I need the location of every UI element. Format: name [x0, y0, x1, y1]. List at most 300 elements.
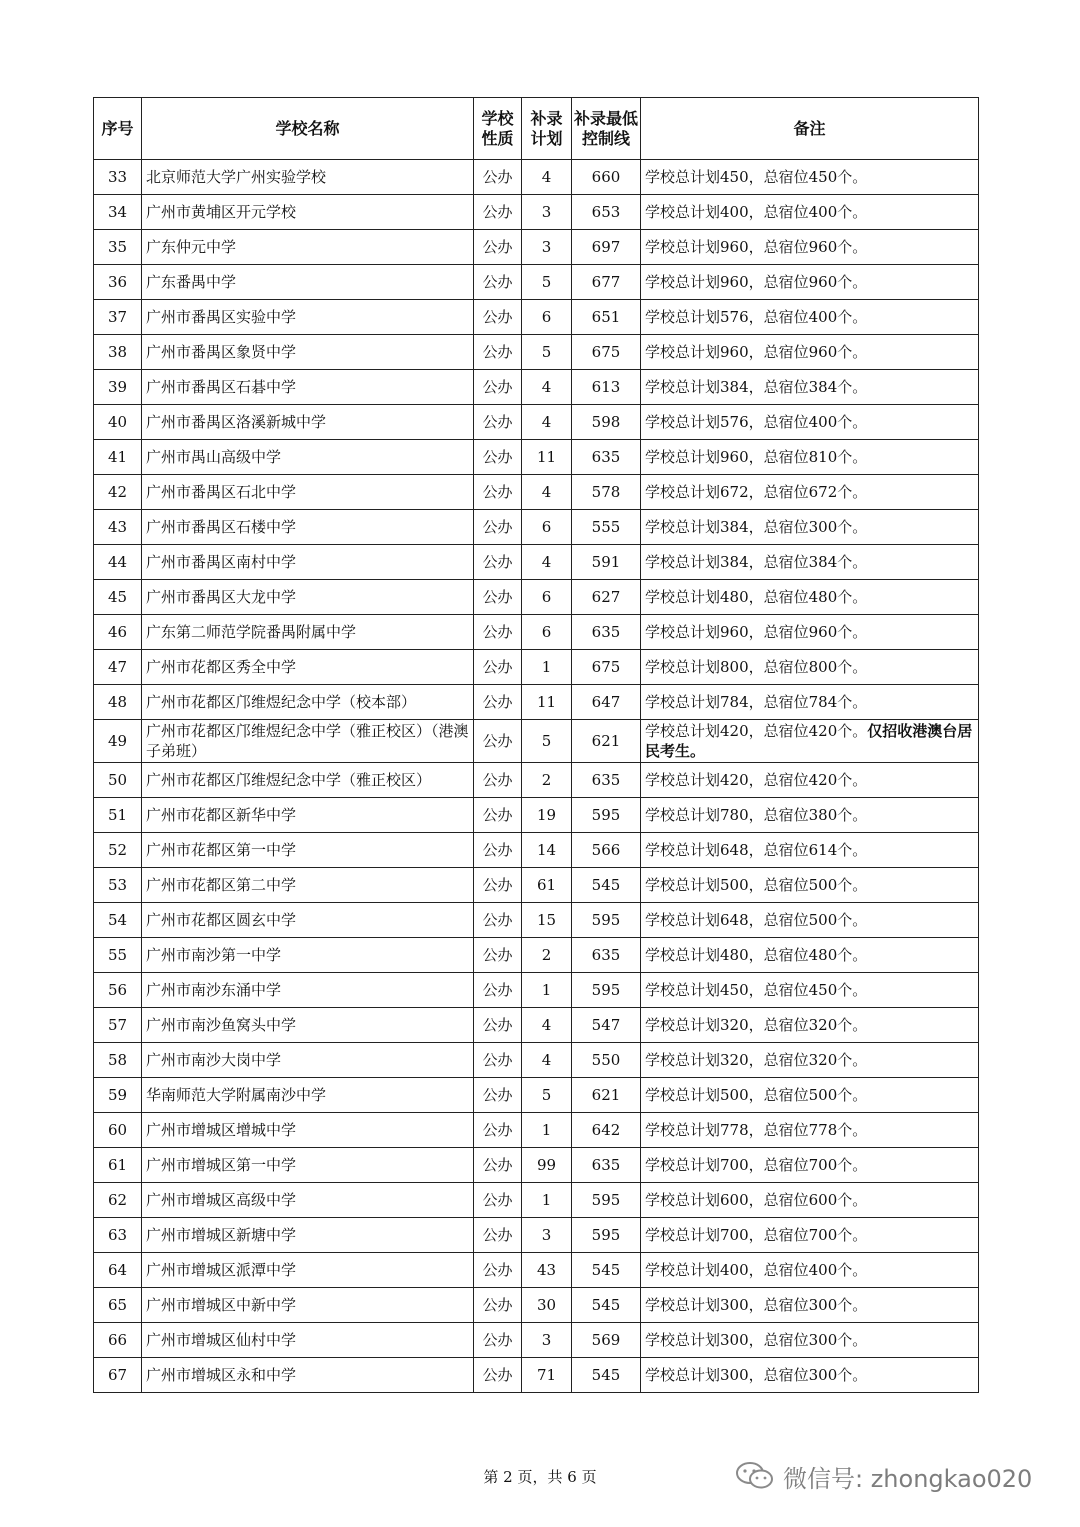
- header-school-name: 学校名称: [142, 98, 474, 160]
- remarks-cell: [641, 868, 979, 903]
- remarks-cell: [641, 1183, 979, 1218]
- school-type-cell-text: 公办: [482, 732, 513, 750]
- min-score-cell-text: 566: [591, 841, 621, 859]
- min-score-cell-text: 545: [591, 1366, 621, 1384]
- min-score-cell: [572, 1218, 641, 1253]
- remarks-cell: [641, 195, 979, 230]
- admission-table: [93, 97, 979, 1393]
- school-name-cell: [142, 440, 474, 475]
- plan-cell-text: 4: [541, 378, 552, 396]
- index-cell: [94, 510, 142, 545]
- index-cell: [94, 335, 142, 370]
- min-score-cell: [572, 685, 641, 720]
- min-score-cell: [572, 1113, 641, 1148]
- min-score-cell-text: 547: [591, 1016, 621, 1034]
- school-type-cell-text: 公办: [482, 413, 513, 431]
- min-score-cell-text: 642: [591, 1121, 621, 1139]
- remarks-cell-text: 学校总计划576，总宿位400个。: [645, 413, 868, 431]
- remarks-cell-text: 学校总计划960，总宿位960个。: [645, 343, 868, 361]
- plan-cell-text: 6: [541, 623, 552, 641]
- plan-cell: [522, 763, 572, 798]
- plan-cell-text: 5: [541, 1086, 552, 1104]
- remarks-cell: [641, 1323, 979, 1358]
- min-score-cell-text: 635: [591, 623, 621, 641]
- school-type-cell-text: 公办: [482, 623, 513, 641]
- remarks-cell-text: 学校总计划700，总宿位700个。: [645, 1226, 868, 1244]
- school-name-cell: [142, 615, 474, 650]
- min-score-cell-text: 635: [591, 946, 621, 964]
- plan-cell: [522, 1113, 572, 1148]
- school-name-cell-text: 华南师范大学附属南沙中学: [146, 1086, 327, 1104]
- table-row: [94, 1253, 979, 1288]
- min-score-cell-text: 595: [591, 1226, 621, 1244]
- min-score-cell: [572, 160, 641, 195]
- index-cell-text: 55: [107, 946, 128, 964]
- remarks-cell: [641, 685, 979, 720]
- index-cell: [94, 1218, 142, 1253]
- index-cell-text: 34: [107, 203, 128, 221]
- table-row: [94, 685, 979, 720]
- min-score-cell: [572, 1008, 641, 1043]
- plan-cell-text: 61: [536, 876, 557, 894]
- min-score-cell-text: 595: [591, 981, 621, 999]
- min-score-cell: [572, 580, 641, 615]
- school-name-cell: [142, 938, 474, 973]
- remarks-cell: [641, 1148, 979, 1183]
- school-type-cell: [474, 1183, 522, 1218]
- school-name-cell-text: 广州市花都区圆玄中学: [146, 911, 297, 929]
- plan-cell: [522, 833, 572, 868]
- plan-cell-text: 99: [536, 1156, 557, 1174]
- plan-cell-text: 6: [541, 518, 552, 536]
- index-cell-text: 57: [107, 1016, 128, 1034]
- remarks-cell-text: 学校总计划420，总宿位420个。: [645, 722, 868, 740]
- index-cell-text: 37: [107, 308, 128, 326]
- school-type-cell: [474, 1218, 522, 1253]
- school-type-cell-text: 公办: [482, 553, 513, 571]
- school-name-cell: [142, 300, 474, 335]
- school-type-cell-text: 公办: [482, 658, 513, 676]
- table-row: [94, 798, 979, 833]
- school-type-cell-text: 公办: [482, 203, 513, 221]
- school-name-cell-text: 广州市黄埔区开元学校: [146, 203, 297, 221]
- min-score-cell-text: 647: [591, 693, 621, 711]
- school-name-cell: [142, 195, 474, 230]
- school-name-cell: [142, 370, 474, 405]
- school-name-cell-text: 广州市增城区派潭中学: [146, 1261, 297, 1279]
- remarks-cell: [641, 1358, 979, 1393]
- school-name-cell-text: 广州市花都区邝维煜纪念中学（雅正校区）: [146, 771, 432, 789]
- index-cell-text: 47: [107, 658, 128, 676]
- plan-cell-text: 4: [541, 168, 552, 186]
- min-score-cell: [572, 973, 641, 1008]
- school-type-cell-text: 公办: [482, 518, 513, 536]
- table-row: [94, 300, 979, 335]
- index-cell: [94, 1183, 142, 1218]
- school-name-cell-text: 广东番禺中学: [146, 273, 237, 291]
- index-cell: [94, 615, 142, 650]
- index-cell-text: 59: [107, 1086, 128, 1104]
- school-type-cell: [474, 798, 522, 833]
- table-row: [94, 1218, 979, 1253]
- school-name-cell: [142, 833, 474, 868]
- remarks-cell: [641, 763, 979, 798]
- remarks-cell: [641, 720, 979, 763]
- table-row: [94, 615, 979, 650]
- index-cell: [94, 195, 142, 230]
- remarks-cell: [641, 938, 979, 973]
- school-type-cell-text: 公办: [482, 1191, 513, 1209]
- remarks-cell-text: 学校总计划500，总宿位500个。: [645, 1086, 868, 1104]
- wechat-icon: [735, 1461, 775, 1491]
- school-name-cell-text: 广州市南沙鱼窝头中学: [146, 1016, 297, 1034]
- school-name-cell: [142, 265, 474, 300]
- min-score-cell-text: 651: [591, 308, 621, 326]
- school-type-cell: [474, 475, 522, 510]
- plan-cell: [522, 580, 572, 615]
- remarks-cell-text: 学校总计划420，总宿位420个。: [645, 771, 868, 789]
- index-cell-text: 64: [107, 1261, 128, 1279]
- table-body: [94, 160, 979, 1393]
- remarks-cell: [641, 300, 979, 335]
- min-score-cell: [572, 440, 641, 475]
- index-cell-text: 56: [107, 981, 128, 999]
- plan-cell-text: 43: [536, 1261, 557, 1279]
- school-type-cell-text: 公办: [482, 273, 513, 291]
- min-score-cell: [572, 868, 641, 903]
- index-cell: [94, 650, 142, 685]
- min-score-cell-text: 675: [591, 343, 621, 361]
- table-row: [94, 903, 979, 938]
- plan-cell-text: 11: [536, 448, 557, 466]
- school-type-cell-text: 公办: [482, 483, 513, 501]
- school-type-cell-text: 公办: [482, 448, 513, 466]
- remarks-cell-text: 学校总计划600，总宿位600个。: [645, 1191, 868, 1209]
- school-name-cell-text: 广州市增城区中新中学: [146, 1296, 297, 1314]
- school-type-cell-text: 公办: [482, 911, 513, 929]
- index-cell-text: 51: [107, 806, 128, 824]
- remarks-cell: [641, 475, 979, 510]
- remarks-cell: [641, 405, 979, 440]
- remarks-cell-text: 学校总计划400，总宿位400个。: [645, 1261, 868, 1279]
- index-cell: [94, 1253, 142, 1288]
- plan-cell-text: 3: [541, 1226, 552, 1244]
- min-score-cell: [572, 545, 641, 580]
- index-cell: [94, 903, 142, 938]
- school-type-cell-text: 公办: [482, 806, 513, 824]
- min-score-cell: [572, 230, 641, 265]
- school-type-cell: [474, 720, 522, 763]
- table-row: [94, 580, 979, 615]
- plan-cell: [522, 1183, 572, 1218]
- table-row: [94, 1043, 979, 1078]
- table-row: [94, 650, 979, 685]
- remarks-cell-text: 学校总计划384，总宿位384个。: [645, 553, 868, 571]
- table-row: [94, 230, 979, 265]
- remarks-cell: [641, 440, 979, 475]
- remarks-cell: [641, 160, 979, 195]
- plan-cell-text: 15: [536, 911, 557, 929]
- remarks-cell: [641, 1043, 979, 1078]
- school-name-cell-text: 广州市番禺区石碁中学: [146, 378, 297, 396]
- school-name-cell: [142, 475, 474, 510]
- index-cell: [94, 475, 142, 510]
- remarks-cell-text: 学校总计划300，总宿位300个。: [645, 1296, 868, 1314]
- min-score-cell-text: 595: [591, 911, 621, 929]
- remarks-cell-text: 学校总计划700，总宿位700个。: [645, 1156, 868, 1174]
- plan-cell-text: 11: [536, 693, 557, 711]
- plan-cell-text: 6: [541, 588, 552, 606]
- remarks-cell-text: 学校总计划450，总宿位450个。: [645, 168, 868, 186]
- index-cell-text: 42: [107, 483, 128, 501]
- school-name-cell-text: 广州市增城区新塘中学: [146, 1226, 297, 1244]
- min-score-cell: [572, 1358, 641, 1393]
- min-score-cell: [572, 370, 641, 405]
- index-cell: [94, 580, 142, 615]
- min-score-cell: [572, 798, 641, 833]
- index-cell-text: 39: [107, 378, 128, 396]
- remarks-cell-text: 学校总计划500，总宿位500个。: [645, 876, 868, 894]
- school-type-cell-text: 公办: [482, 1261, 513, 1279]
- index-cell: [94, 973, 142, 1008]
- table-row: [94, 1323, 979, 1358]
- plan-cell: [522, 798, 572, 833]
- remarks-cell-text: 学校总计划960，总宿位960个。: [645, 623, 868, 641]
- school-type-cell: [474, 938, 522, 973]
- table-row: [94, 868, 979, 903]
- plan-cell: [522, 650, 572, 685]
- school-name-cell: [142, 650, 474, 685]
- header-row: [94, 98, 979, 160]
- plan-cell-text: 5: [541, 273, 552, 291]
- plan-cell-text: 6: [541, 308, 552, 326]
- index-cell-text: 66: [107, 1331, 128, 1349]
- min-score-cell: [572, 265, 641, 300]
- min-score-cell-text: 550: [591, 1051, 621, 1069]
- index-cell-text: 52: [107, 841, 128, 859]
- school-type-cell-text: 公办: [482, 378, 513, 396]
- school-name-cell-text: 广州市花都区新华中学: [146, 806, 297, 824]
- school-name-cell-text: 广州市南沙第一中学: [146, 946, 282, 964]
- school-type-cell: [474, 1253, 522, 1288]
- table-row: [94, 720, 979, 763]
- school-type-cell-text: 公办: [482, 238, 513, 256]
- school-type-cell-text: 公办: [482, 1366, 513, 1384]
- remarks-cell: [641, 545, 979, 580]
- plan-cell-text: 14: [536, 841, 557, 859]
- remarks-cell-text: 学校总计划648，总宿位500个。: [645, 911, 868, 929]
- remarks-cell-text: 学校总计划480，总宿位480个。: [645, 588, 868, 606]
- school-name-cell: [142, 1113, 474, 1148]
- school-type-cell: [474, 615, 522, 650]
- school-name-cell-text: 广州市花都区第二中学: [146, 876, 297, 894]
- remarks-cell: [641, 335, 979, 370]
- index-cell-text: 43: [107, 518, 128, 536]
- index-cell: [94, 405, 142, 440]
- index-cell: [94, 1288, 142, 1323]
- index-cell-text: 40: [107, 413, 128, 431]
- plan-cell-text: 4: [541, 1051, 552, 1069]
- school-name-cell: [142, 1358, 474, 1393]
- school-type-cell: [474, 1078, 522, 1113]
- school-name-cell: [142, 685, 474, 720]
- remarks-cell-text: 学校总计划648，总宿位614个。: [645, 841, 868, 859]
- school-name-cell: [142, 545, 474, 580]
- school-type-cell-text: 公办: [482, 168, 513, 186]
- index-cell: [94, 1008, 142, 1043]
- table-row: [94, 973, 979, 1008]
- table-row: [94, 1078, 979, 1113]
- index-cell-text: 54: [107, 911, 128, 929]
- school-name-cell-text: 广州市增城区永和中学: [146, 1366, 297, 1384]
- min-score-cell: [572, 720, 641, 763]
- school-name-cell: [142, 1253, 474, 1288]
- watermark: [735, 1458, 1032, 1494]
- index-cell: [94, 798, 142, 833]
- school-type-cell: [474, 545, 522, 580]
- min-score-cell-text: 545: [591, 876, 621, 894]
- plan-cell: [522, 938, 572, 973]
- school-type-cell-text: 公办: [482, 1016, 513, 1034]
- remarks-cell-text: 学校总计划784，总宿位784个。: [645, 693, 868, 711]
- remarks-cell: [641, 903, 979, 938]
- min-score-cell: [572, 1183, 641, 1218]
- index-cell-text: 33: [107, 168, 128, 186]
- plan-cell-text: 30: [536, 1296, 557, 1314]
- index-cell: [94, 160, 142, 195]
- table-row: [94, 440, 979, 475]
- school-type-cell: [474, 1288, 522, 1323]
- school-type-cell-text: 公办: [482, 1051, 513, 1069]
- school-type-cell: [474, 580, 522, 615]
- school-name-cell: [142, 973, 474, 1008]
- school-name-cell-text: 广州市南沙大岗中学: [146, 1051, 282, 1069]
- school-type-cell: [474, 195, 522, 230]
- school-type-cell-text: 公办: [482, 841, 513, 859]
- school-name-cell-text: 广州市番禺区石楼中学: [146, 518, 297, 536]
- school-name-cell: [142, 763, 474, 798]
- index-cell: [94, 440, 142, 475]
- header-index: 序号: [94, 98, 142, 160]
- school-name-cell-text: 广州市番禺区象贤中学: [146, 343, 297, 361]
- plan-cell: [522, 545, 572, 580]
- plan-cell: [522, 335, 572, 370]
- school-type-cell: [474, 230, 522, 265]
- remarks-cell-text: 学校总计划960，总宿位960个。: [645, 238, 868, 256]
- min-score-cell-text: 621: [591, 732, 621, 750]
- school-type-cell-text: 公办: [482, 946, 513, 964]
- school-type-cell: [474, 1148, 522, 1183]
- min-score-cell: [572, 1078, 641, 1113]
- remarks-cell-text: 学校总计划320，总宿位320个。: [645, 1051, 868, 1069]
- plan-cell-text: 3: [541, 1331, 552, 1349]
- school-type-cell-text: 公办: [482, 1121, 513, 1139]
- remarks-cell: [641, 580, 979, 615]
- plan-cell: [522, 370, 572, 405]
- school-type-cell: [474, 300, 522, 335]
- school-name-cell-text: 广州市花都区第一中学: [146, 841, 297, 859]
- table-row: [94, 335, 979, 370]
- min-score-cell-text: 555: [591, 518, 621, 536]
- plan-cell: [522, 405, 572, 440]
- remarks-cell: [641, 798, 979, 833]
- table-row: [94, 405, 979, 440]
- plan-cell: [522, 903, 572, 938]
- table-row: [94, 195, 979, 230]
- remarks-cell-text: 学校总计划320，总宿位320个。: [645, 1016, 868, 1034]
- school-type-cell-text: 公办: [482, 308, 513, 326]
- index-cell-text: 50: [107, 771, 128, 789]
- school-type-cell: [474, 265, 522, 300]
- table-row: [94, 510, 979, 545]
- remarks-cell-text: 学校总计划576，总宿位400个。: [645, 308, 868, 326]
- plan-cell: [522, 1043, 572, 1078]
- min-score-cell-text: 635: [591, 448, 621, 466]
- plan-cell: [522, 973, 572, 1008]
- plan-cell-text: 3: [541, 238, 552, 256]
- index-cell: [94, 370, 142, 405]
- plan-cell-text: 1: [541, 658, 552, 676]
- index-cell: [94, 833, 142, 868]
- index-cell: [94, 1078, 142, 1113]
- school-name-cell-text: 广州市番禺区南村中学: [146, 553, 297, 571]
- school-name-cell-text: 广东仲元中学: [146, 238, 237, 256]
- plan-cell-text: 5: [541, 732, 552, 750]
- min-score-cell: [572, 510, 641, 545]
- table-row: [94, 265, 979, 300]
- school-name-cell: [142, 160, 474, 195]
- table-row: [94, 1113, 979, 1148]
- remarks-cell-text: 学校总计划672，总宿位672个。: [645, 483, 868, 501]
- remarks-cell: [641, 650, 979, 685]
- table-row: [94, 370, 979, 405]
- remarks-cell: [641, 973, 979, 1008]
- school-name-cell-text: 广州市禺山高级中学: [146, 448, 282, 466]
- school-type-cell: [474, 650, 522, 685]
- school-type-cell-text: 公办: [482, 693, 513, 711]
- min-score-cell: [572, 1323, 641, 1358]
- remarks-cell: [641, 1078, 979, 1113]
- min-score-cell: [572, 833, 641, 868]
- remarks-cell-text: 学校总计划384，总宿位300个。: [645, 518, 868, 536]
- min-score-cell-text: 598: [591, 413, 621, 431]
- table-row: [94, 833, 979, 868]
- index-cell-text: 53: [107, 876, 128, 894]
- index-cell: [94, 1148, 142, 1183]
- min-score-cell: [572, 938, 641, 973]
- min-score-cell-text: 677: [591, 273, 621, 291]
- school-name-cell: [142, 510, 474, 545]
- school-name-cell-text: 广州市番禺区洛溪新城中学: [146, 413, 327, 431]
- remarks-cell: [641, 265, 979, 300]
- min-score-cell: [572, 475, 641, 510]
- school-name-cell: [142, 1183, 474, 1218]
- plan-cell: [522, 160, 572, 195]
- min-score-cell: [572, 763, 641, 798]
- table-row: [94, 545, 979, 580]
- table-row: [94, 1183, 979, 1218]
- remarks-cell-text: 学校总计划400，总宿位400个。: [645, 203, 868, 221]
- min-score-cell: [572, 1148, 641, 1183]
- school-name-cell-text: 广东第二师范学院番禺附属中学: [146, 623, 357, 641]
- remarks-cell: [641, 370, 979, 405]
- index-cell-text: 46: [107, 623, 128, 641]
- remarks-cell-text: 学校总计划300，总宿位300个。: [645, 1366, 868, 1384]
- school-name-cell-text: 广州市番禺区大龙中学: [146, 588, 297, 606]
- school-name-cell: [142, 1323, 474, 1358]
- school-type-cell: [474, 973, 522, 1008]
- index-cell: [94, 1113, 142, 1148]
